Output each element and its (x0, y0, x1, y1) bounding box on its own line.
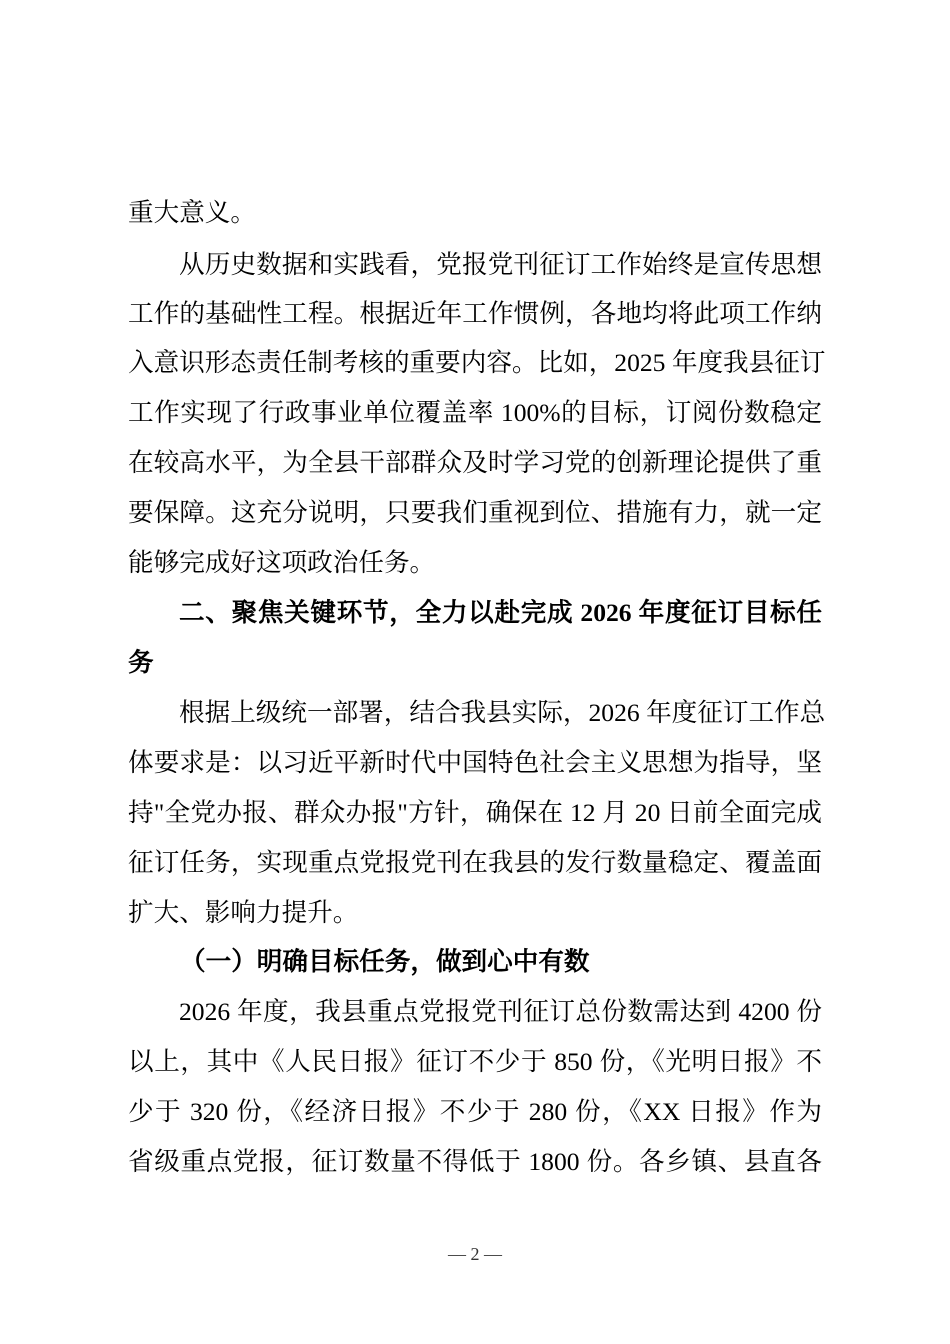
paragraph-line: 体要求是：以习近平新时代中国特色社会主义思想为指导，坚 (128, 748, 822, 777)
paragraph-line: 扩大、影响力提升。 (128, 898, 359, 927)
paragraph-line: 以上，其中《人民日报》征订不少于 850 份，《光明日报》不 (128, 1047, 822, 1076)
paragraph-line: 省级重点党报，征订数量不得低于 1800 份。各乡镇、县直各 (128, 1147, 822, 1176)
paragraph-line: 2026 年度，我县重点党报党刊征订总份数需达到 4200 份 (179, 997, 822, 1026)
subsection-heading: （一）明确目标任务，做到心中有数 (180, 947, 590, 976)
section-heading: 二、聚焦关键环节，全力以赴完成 2026 年度征订目标任 (179, 598, 822, 627)
paragraph-line: 重大意义。 (128, 198, 256, 227)
paragraph-line: 征订任务，实现重点党报党刊在我县的发行数量稳定、覆盖面 (128, 848, 822, 877)
paragraph-line: 要保障。这充分说明，只要我们重视到位、措施有力，就一定 (128, 498, 822, 527)
page-number: — 2 — (448, 1244, 502, 1264)
paragraph-line: 持"全党办报、群众办报"方针，确保在 12 月 20 日前全面完成 (128, 798, 822, 827)
paragraph-line: 能够完成好这项政治任务。 (128, 548, 436, 577)
paragraph-line: 工作实现了行政事业单位覆盖率 100%的目标，订阅份数稳定 (128, 398, 822, 427)
paragraph-line: 少于 320 份，《经济日报》不少于 280 份，《XX 日报》作为 (128, 1097, 822, 1126)
paragraph-line: 在较高水平，为全县干部群众及时学习党的创新理论提供了重 (128, 448, 822, 477)
paragraph-line: 工作的基础性工程。根据近年工作惯例，各地均将此项工作纳 (128, 299, 822, 328)
paragraph-line: 从历史数据和实践看，党报党刊征订工作始终是宣传思想 (179, 250, 822, 279)
paragraph-line: 根据上级统一部署，结合我县实际，2026 年度征订工作总 (179, 698, 826, 727)
section-heading: 务 (128, 648, 154, 677)
paragraph-line: 入意识形态责任制考核的重要内容。比如，2025 年度我县征订 (128, 348, 826, 377)
